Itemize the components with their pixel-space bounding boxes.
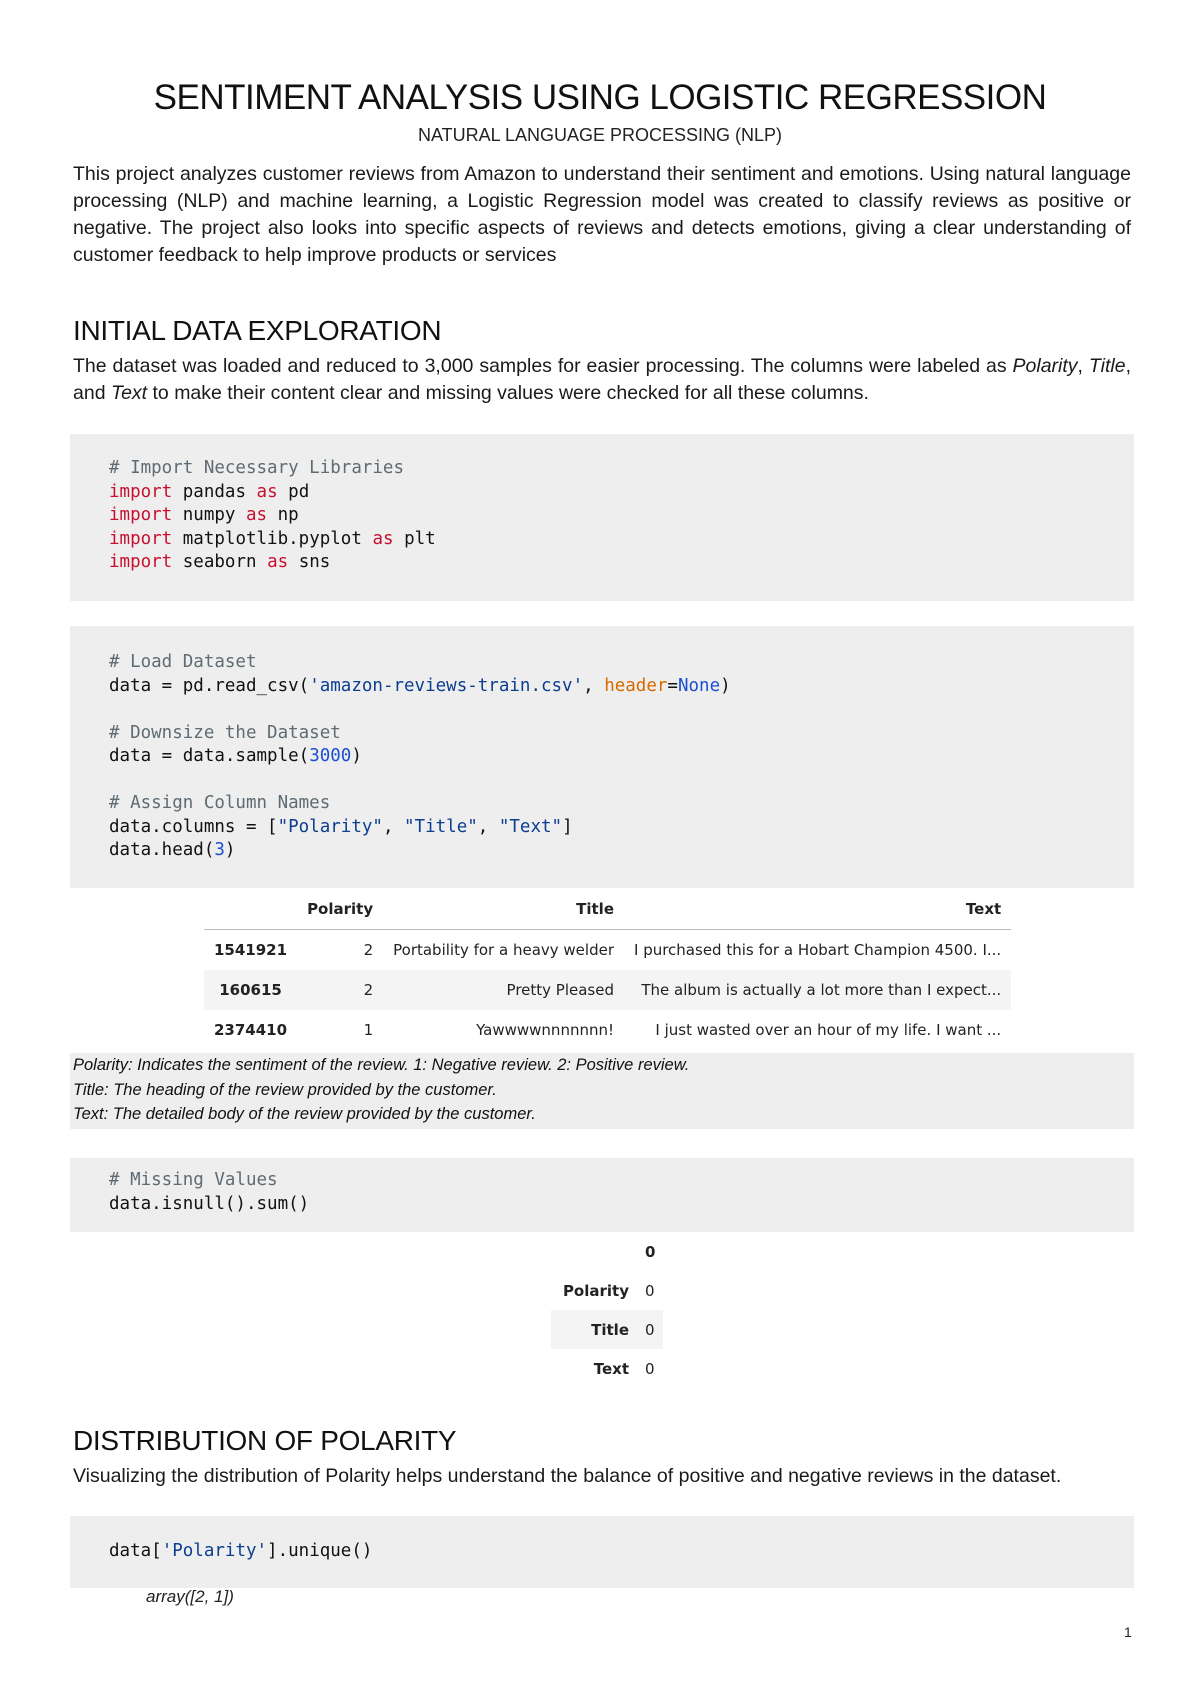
- cell-text: I purchased this for a Hobart Champion 4500. I...: [634, 941, 1002, 959]
- row-index: 160615: [204, 970, 297, 1010]
- code-text: data = data.sample(: [109, 746, 310, 766]
- note-text: Text: The detailed body of the review provided by the customer.: [73, 1105, 536, 1123]
- para-text: to make their content clear and missing values were checked for all these columns.: [147, 382, 869, 404]
- table-row: [204, 930, 1011, 971]
- code-text: data = pd.read_csv(: [109, 675, 310, 696]
- table-row: [204, 970, 1011, 1010]
- cell-polarity: 2: [363, 941, 374, 959]
- cell-title: Portability for a heavy welder: [393, 941, 614, 959]
- code-module: pandas: [182, 481, 246, 502]
- code-text: data.columns = [: [109, 816, 278, 837]
- para-sep: ,: [1077, 355, 1089, 377]
- dataframe-head-table: [204, 889, 1011, 1050]
- table-row: [551, 1271, 663, 1310]
- code-comment: # Downsize the Dataset: [109, 722, 341, 743]
- table-row: [551, 1349, 663, 1388]
- code-cell-load-dataset[interactable]: [70, 626, 1134, 888]
- code-keyword: as: [256, 481, 278, 502]
- table-header-title: Title: [383, 889, 624, 930]
- page-number: 1: [1124, 1624, 1132, 1640]
- para-sep: , and: [73, 355, 1131, 404]
- cell-text: The album is actually a lot more than I expect...: [624, 970, 1011, 1010]
- code-argument: header: [604, 675, 668, 696]
- code-keyword: as: [267, 552, 289, 572]
- table-header-polarity: Polarity: [297, 889, 383, 930]
- code-keyword: as: [246, 505, 268, 525]
- code-alias: pd: [288, 481, 310, 502]
- cell-title: Yawwwwnnnnnnn!: [476, 1021, 614, 1039]
- mv-label: Polarity: [562, 1281, 629, 1300]
- code-keyword: import: [109, 481, 173, 502]
- para-text: The dataset was loaded and reduced to 3,000 samples for easier processing. The columns were labeled as: [73, 355, 1013, 377]
- code-text: data.isnull().sum(): [109, 1193, 310, 1214]
- cell-text: I just wasted over an hour of my life. I want ...: [655, 1021, 1002, 1039]
- mv-value: 0: [637, 1310, 663, 1349]
- code-string: "Title": [404, 816, 478, 837]
- row-index: 2374410: [214, 1021, 288, 1039]
- cell-title: Pretty Pleased: [383, 970, 624, 1010]
- code-alias: plt: [404, 528, 436, 549]
- code-number: 3: [214, 840, 225, 860]
- code-module: seaborn: [182, 552, 257, 572]
- row-index: 1541921: [214, 941, 288, 959]
- polarity-paragraph: Visualizing the distribution of Polarity helps understand the balance of positive and negative reviews in the dataset.: [73, 1465, 1062, 1487]
- code-text: ): [351, 746, 362, 766]
- code-alias: np: [277, 505, 299, 525]
- code-keyword: as: [372, 528, 394, 549]
- code-text: ): [224, 840, 236, 860]
- table-header-row: [551, 1232, 663, 1271]
- code-cell-unique[interactable]: [70, 1516, 1134, 1588]
- document-title: SENTIMENT ANALYSIS USING LOGISTIC REGRESSION: [153, 78, 1047, 117]
- mv-value: 0: [645, 1281, 655, 1300]
- code-comment: # Missing Values: [109, 1170, 278, 1190]
- code-comment: # Import Necessary Libraries: [109, 458, 405, 478]
- code-text: ,: [583, 675, 605, 696]
- section-heading-polarity-distribution: DISTRIBUTION OF POLARITY: [73, 1425, 457, 1456]
- mv-value: 0: [645, 1359, 655, 1378]
- section-heading-initial-exploration: INITIAL DATA EXPLORATION: [73, 315, 442, 346]
- table-header-text: Text: [624, 889, 1011, 930]
- code-module: matplotlib.pyplot: [182, 528, 362, 549]
- code-number: 3000: [309, 746, 352, 766]
- mv-label: Title: [551, 1310, 637, 1349]
- code-cell-missing-values[interactable]: [70, 1158, 1134, 1232]
- code-text: ].unique(): [267, 1541, 373, 1561]
- code-unique: [109, 1540, 372, 1564]
- code-string: 'amazon-reviews-train.csv': [309, 675, 584, 696]
- code-text: data[: [109, 1541, 162, 1561]
- code-string: "Polarity": [277, 816, 383, 837]
- text-term: Text: [110, 382, 148, 404]
- intro-paragraph: This project analyzes customer reviews from Amazon to understand their sentiment and emotions. Using natural language processing (NLP) and machine learning, a Logistic Regression model was created to classify reviews as positive or negative. The project also looks into specific aspects of reviews and detects emotions, giving a clear understanding of customer feedback to help improve products or services: [73, 163, 1131, 266]
- cell-polarity: 1: [363, 1021, 374, 1039]
- mv-header: 0: [645, 1242, 656, 1261]
- code-constant: None: [677, 675, 721, 696]
- code-alias: sns: [298, 552, 331, 572]
- cell-polarity: 2: [297, 970, 383, 1010]
- code-keyword: import: [109, 552, 173, 572]
- table-row: [204, 1010, 1011, 1050]
- document-subtitle: NATURAL LANGUAGE PROCESSING (NLP): [417, 125, 783, 145]
- mv-index-header: [551, 1232, 637, 1271]
- missing-values-table: [551, 1232, 663, 1388]
- code-comment: # Assign Column Names: [109, 793, 331, 813]
- code-text: ): [720, 675, 731, 696]
- code-comment: # Load Dataset: [109, 652, 257, 672]
- code-load-dataset: # Load Dataset data = pd.read_csv('amazon-reviews-train.csv', header=None) # Downsize the Dataset data = data.sample(3000) # Assign Column Names data.columns = ["Polarity", "Title", "Text"] data.head(3): [109, 652, 731, 860]
- exploration-paragraph: [73, 353, 1131, 407]
- code-text: ]: [562, 816, 573, 837]
- code-string: 'Polarity': [161, 1541, 268, 1561]
- mv-label: Text: [593, 1359, 629, 1378]
- note-title: Title: The heading of the review provided by the customer.: [73, 1080, 497, 1099]
- polarity-term: Polarity: [1012, 355, 1078, 377]
- code-keyword: import: [109, 528, 173, 549]
- code-keyword: import: [109, 505, 173, 525]
- code-string: "Text": [498, 816, 563, 837]
- code-cell-imports[interactable]: [70, 434, 1134, 601]
- column-descriptions: [70, 1053, 1134, 1129]
- table-index-header: [204, 889, 297, 930]
- code-missing-values: [109, 1169, 309, 1216]
- code-module: numpy: [182, 505, 236, 525]
- code-text: =: [667, 675, 678, 696]
- note-polarity: Polarity: Indicates the sentiment of the review. 1: Negative review. 2: Positive review.: [73, 1056, 690, 1074]
- table-row: [551, 1310, 663, 1349]
- code-text: data.head(: [109, 840, 215, 860]
- cell-output: array([2, 1]): [146, 1587, 234, 1606]
- title-term: Title: [1088, 355, 1126, 377]
- code-imports: [109, 457, 436, 575]
